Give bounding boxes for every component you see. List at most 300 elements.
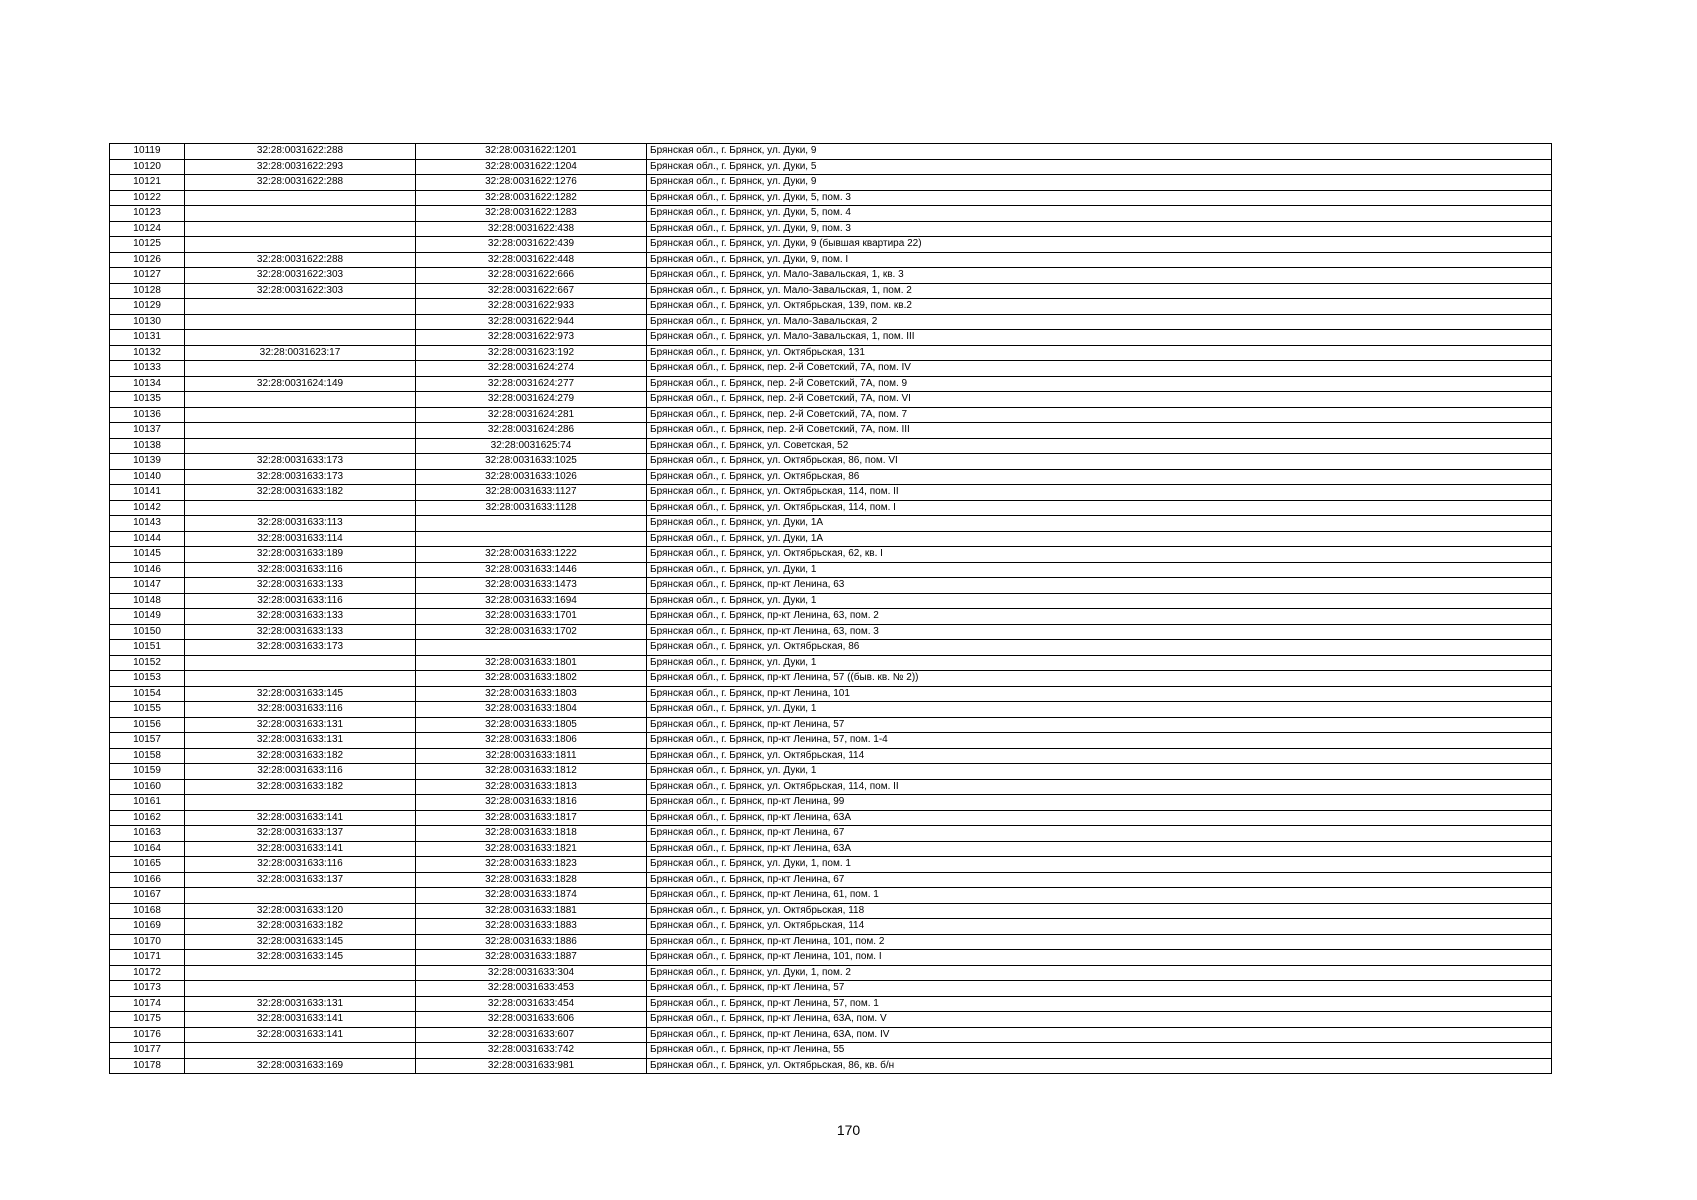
address-cell: Брянская обл., г. Брянск, ул. Октябрьская, 114	[647, 919, 1552, 935]
record-number-cell: 10158	[110, 748, 185, 764]
cadastral-number-cell: 32:28:0031633:454	[416, 996, 647, 1012]
parent-cadastral-cell: 32:28:0031633:182	[185, 919, 416, 935]
parent-cadastral-cell: 32:28:0031623:17	[185, 345, 416, 361]
record-number-cell: 10122	[110, 190, 185, 206]
cadastral-number-cell: 32:28:0031622:944	[416, 314, 647, 330]
parent-cadastral-cell	[185, 965, 416, 981]
record-number-cell: 10137	[110, 423, 185, 439]
parent-cadastral-cell: 32:28:0031633:145	[185, 934, 416, 950]
table-row	[110, 485, 1552, 501]
cadastral-number-cell	[416, 531, 647, 547]
address-cell: Брянская обл., г. Брянск, ул. Дуки, 9, пом. I	[647, 252, 1552, 268]
cadastral-number-cell: 32:28:0031633:1802	[416, 671, 647, 687]
parent-cadastral-cell: 32:28:0031633:137	[185, 826, 416, 842]
parent-cadastral-cell	[185, 206, 416, 222]
cadastral-number-cell: 32:28:0031633:1801	[416, 655, 647, 671]
parent-cadastral-cell	[185, 361, 416, 377]
record-number-cell: 10119	[110, 144, 185, 160]
parent-cadastral-cell	[185, 330, 416, 346]
table-row	[110, 934, 1552, 950]
address-cell: Брянская обл., г. Брянск, ул. Советская, 52	[647, 438, 1552, 454]
cadastral-number-cell: 32:28:0031622:667	[416, 283, 647, 299]
table-row	[110, 841, 1552, 857]
cadastral-number-cell: 32:28:0031633:606	[416, 1012, 647, 1028]
address-cell: Брянская обл., г. Брянск, ул. Октябрьская, 114, пом. II	[647, 485, 1552, 501]
address-cell: Брянская обл., г. Брянск, ул. Октябрьская, 114	[647, 748, 1552, 764]
table-row	[110, 1027, 1552, 1043]
cadastral-number-cell: 32:28:0031633:1026	[416, 469, 647, 485]
table-row	[110, 655, 1552, 671]
table-row	[110, 965, 1552, 981]
cadastral-number-cell: 32:28:0031633:1222	[416, 547, 647, 563]
record-number-cell: 10163	[110, 826, 185, 842]
record-number-cell: 10127	[110, 268, 185, 284]
parent-cadastral-cell: 32:28:0031633:141	[185, 841, 416, 857]
parent-cadastral-cell	[185, 500, 416, 516]
table-row	[110, 950, 1552, 966]
address-cell: Брянская обл., г. Брянск, ул. Мало-Завальская, 2	[647, 314, 1552, 330]
cadastral-number-cell: 32:28:0031622:666	[416, 268, 647, 284]
record-number-cell: 10161	[110, 795, 185, 811]
table-row	[110, 361, 1552, 377]
table-row	[110, 283, 1552, 299]
cadastral-number-cell: 32:28:0031633:981	[416, 1058, 647, 1074]
address-cell: Брянская обл., г. Брянск, ул. Октябрьская, 118	[647, 903, 1552, 919]
record-number-cell: 10152	[110, 655, 185, 671]
table-row	[110, 981, 1552, 997]
address-cell: Брянская обл., г. Брянск, пр-кт Ленина, 99	[647, 795, 1552, 811]
parent-cadastral-cell: 32:28:0031633:137	[185, 872, 416, 888]
address-cell: Брянская обл., г. Брянск, пер. 2-й Советский, 7А, пом. VI	[647, 392, 1552, 408]
table-row	[110, 562, 1552, 578]
address-cell: Брянская обл., г. Брянск, пр-кт Ленина, 57	[647, 717, 1552, 733]
table-row	[110, 469, 1552, 485]
table-row	[110, 330, 1552, 346]
address-cell: Брянская обл., г. Брянск, ул. Октябрьская, 62, кв. I	[647, 547, 1552, 563]
parent-cadastral-cell: 32:28:0031633:131	[185, 733, 416, 749]
table-row	[110, 190, 1552, 206]
table-row	[110, 888, 1552, 904]
record-number-cell: 10120	[110, 159, 185, 175]
cadastral-number-cell: 32:28:0031633:1025	[416, 454, 647, 470]
parent-cadastral-cell: 32:28:0031633:133	[185, 578, 416, 594]
cadastral-number-cell: 32:28:0031625:74	[416, 438, 647, 454]
record-number-cell: 10132	[110, 345, 185, 361]
parent-cadastral-cell: 32:28:0031633:141	[185, 810, 416, 826]
address-cell: Брянская обл., г. Брянск, пр-кт Ленина, 63А	[647, 810, 1552, 826]
cadastral-number-cell: 32:28:0031633:1702	[416, 624, 647, 640]
parent-cadastral-cell: 32:28:0031622:288	[185, 175, 416, 191]
table-row	[110, 268, 1552, 284]
address-cell: Брянская обл., г. Брянск, ул. Октябрьская, 131	[647, 345, 1552, 361]
table-row	[110, 624, 1552, 640]
table-row	[110, 175, 1552, 191]
address-cell: Брянская обл., г. Брянск, пер. 2-й Советский, 7А, пом. 9	[647, 376, 1552, 392]
address-cell: Брянская обл., г. Брянск, пр-кт Ленина, 67	[647, 872, 1552, 888]
parent-cadastral-cell: 32:28:0031633:114	[185, 531, 416, 547]
record-number-cell: 10143	[110, 516, 185, 532]
address-cell: Брянская обл., г. Брянск, пр-кт Ленина, 57, пом. 1-4	[647, 733, 1552, 749]
table-row	[110, 237, 1552, 253]
address-cell: Брянская обл., г. Брянск, пер. 2-й Советский, 7А, пом. 7	[647, 407, 1552, 423]
record-number-cell: 10123	[110, 206, 185, 222]
parent-cadastral-cell: 32:28:0031622:303	[185, 268, 416, 284]
parent-cadastral-cell: 32:28:0031633:133	[185, 624, 416, 640]
parent-cadastral-cell: 32:28:0031622:303	[185, 283, 416, 299]
record-number-cell: 10138	[110, 438, 185, 454]
parent-cadastral-cell: 32:28:0031633:173	[185, 469, 416, 485]
record-number-cell: 10128	[110, 283, 185, 299]
cadastral-number-cell: 32:28:0031633:1813	[416, 779, 647, 795]
parent-cadastral-cell	[185, 407, 416, 423]
table-row	[110, 578, 1552, 594]
record-number-cell: 10160	[110, 779, 185, 795]
address-cell: Брянская обл., г. Брянск, ул. Дуки, 1, пом. 1	[647, 857, 1552, 873]
address-cell: Брянская обл., г. Брянск, пр-кт Ленина, 57	[647, 981, 1552, 997]
cadastral-number-cell: 32:28:0031633:1127	[416, 485, 647, 501]
record-number-cell: 10134	[110, 376, 185, 392]
cadastral-number-cell: 32:28:0031622:973	[416, 330, 647, 346]
address-cell: Брянская обл., г. Брянск, ул. Дуки, 1	[647, 764, 1552, 780]
table-row	[110, 423, 1552, 439]
parent-cadastral-cell: 32:28:0031633:145	[185, 950, 416, 966]
cadastral-number-cell: 32:28:0031633:1803	[416, 686, 647, 702]
record-number-cell: 10141	[110, 485, 185, 501]
cadastral-number-cell: 32:28:0031624:274	[416, 361, 647, 377]
cadastral-number-cell: 32:28:0031622:933	[416, 299, 647, 315]
cadastral-number-cell: 32:28:0031633:1821	[416, 841, 647, 857]
record-number-cell: 10125	[110, 237, 185, 253]
cadastral-number-cell: 32:28:0031633:1701	[416, 609, 647, 625]
table-row	[110, 686, 1552, 702]
cadastral-number-cell: 32:28:0031622:438	[416, 221, 647, 237]
parent-cadastral-cell	[185, 190, 416, 206]
cadastral-number-cell: 32:28:0031624:277	[416, 376, 647, 392]
record-number-cell: 10148	[110, 593, 185, 609]
record-number-cell: 10177	[110, 1043, 185, 1059]
record-number-cell: 10153	[110, 671, 185, 687]
record-number-cell: 10136	[110, 407, 185, 423]
address-cell: Брянская обл., г. Брянск, ул. Дуки, 1А	[647, 516, 1552, 532]
parent-cadastral-cell	[185, 314, 416, 330]
address-cell: Брянская обл., г. Брянск, ул. Дуки, 1	[647, 702, 1552, 718]
table-row	[110, 609, 1552, 625]
address-cell: Брянская обл., г. Брянск, ул. Дуки, 1	[647, 593, 1552, 609]
address-cell: Брянская обл., г. Брянск, ул. Дуки, 9 (бывшая квартира 22)	[647, 237, 1552, 253]
record-number-cell: 10155	[110, 702, 185, 718]
address-cell: Брянская обл., г. Брянск, пр-кт Ленина, 101	[647, 686, 1552, 702]
table-row	[110, 872, 1552, 888]
cadastral-number-cell: 32:28:0031633:1446	[416, 562, 647, 578]
cadastral-number-cell: 32:28:0031633:1128	[416, 500, 647, 516]
record-number-cell: 10171	[110, 950, 185, 966]
table-row	[110, 748, 1552, 764]
address-cell: Брянская обл., г. Брянск, ул. Октябрьская, 86, кв. б/н	[647, 1058, 1552, 1074]
address-cell: Брянская обл., г. Брянск, ул. Дуки, 1А	[647, 531, 1552, 547]
record-number-cell: 10151	[110, 640, 185, 656]
address-cell: Брянская обл., г. Брянск, ул. Дуки, 1	[647, 562, 1552, 578]
table-row	[110, 779, 1552, 795]
parent-cadastral-cell	[185, 888, 416, 904]
table-row	[110, 903, 1552, 919]
parent-cadastral-cell: 32:28:0031633:131	[185, 717, 416, 733]
table-row	[110, 500, 1552, 516]
address-cell: Брянская обл., г. Брянск, пр-кт Ленина, 61, пом. 1	[647, 888, 1552, 904]
table-row	[110, 531, 1552, 547]
cadastral-number-cell: 32:28:0031622:1283	[416, 206, 647, 222]
parent-cadastral-cell: 32:28:0031624:149	[185, 376, 416, 392]
record-number-cell: 10139	[110, 454, 185, 470]
record-number-cell: 10133	[110, 361, 185, 377]
parent-cadastral-cell: 32:28:0031633:116	[185, 764, 416, 780]
parent-cadastral-cell: 32:28:0031622:288	[185, 252, 416, 268]
address-cell: Брянская обл., г. Брянск, пр-кт Ленина, 63А	[647, 841, 1552, 857]
parent-cadastral-cell: 32:28:0031622:293	[185, 159, 416, 175]
parent-cadastral-cell	[185, 795, 416, 811]
cadastral-number-cell: 32:28:0031633:1811	[416, 748, 647, 764]
address-cell: Брянская обл., г. Брянск, пр-кт Ленина, 63, пом. 2	[647, 609, 1552, 625]
record-number-cell: 10162	[110, 810, 185, 826]
address-cell: Брянская обл., г. Брянск, ул. Дуки, 9	[647, 144, 1552, 160]
address-cell: Брянская обл., г. Брянск, ул. Мало-Завальская, 1, пом. III	[647, 330, 1552, 346]
cadastral-number-cell: 32:28:0031633:1812	[416, 764, 647, 780]
cadastral-number-cell: 32:28:0031633:1828	[416, 872, 647, 888]
address-cell: Брянская обл., г. Брянск, ул. Октябрьская, 86	[647, 469, 1552, 485]
table-row	[110, 1012, 1552, 1028]
table-row	[110, 144, 1552, 160]
cadastral-number-cell: 32:28:0031633:1823	[416, 857, 647, 873]
address-cell: Брянская обл., г. Брянск, ул. Октябрьская, 86, пом. VI	[647, 454, 1552, 470]
record-number-cell: 10147	[110, 578, 185, 594]
cadastral-number-cell: 32:28:0031633:1881	[416, 903, 647, 919]
cadastral-number-cell: 32:28:0031633:1804	[416, 702, 647, 718]
table-row	[110, 159, 1552, 175]
address-cell: Брянская обл., г. Брянск, ул. Дуки, 5	[647, 159, 1552, 175]
table-row	[110, 299, 1552, 315]
address-cell: Брянская обл., г. Брянск, пр-кт Ленина, 101, пом. I	[647, 950, 1552, 966]
parent-cadastral-cell: 32:28:0031633:189	[185, 547, 416, 563]
cadastral-number-cell: 32:28:0031622:1282	[416, 190, 647, 206]
table-row	[110, 640, 1552, 656]
cadastral-number-cell: 32:28:0031633:1874	[416, 888, 647, 904]
table-row	[110, 826, 1552, 842]
record-number-cell: 10178	[110, 1058, 185, 1074]
table-row	[110, 407, 1552, 423]
table-row	[110, 764, 1552, 780]
record-number-cell: 10166	[110, 872, 185, 888]
record-number-cell: 10174	[110, 996, 185, 1012]
record-number-cell: 10150	[110, 624, 185, 640]
record-number-cell: 10149	[110, 609, 185, 625]
table-row	[110, 314, 1552, 330]
address-cell: Брянская обл., г. Брянск, ул. Дуки, 1	[647, 655, 1552, 671]
parent-cadastral-cell: 32:28:0031633:182	[185, 485, 416, 501]
parent-cadastral-cell: 32:28:0031633:116	[185, 702, 416, 718]
parent-cadastral-cell	[185, 237, 416, 253]
record-number-cell: 10165	[110, 857, 185, 873]
address-cell: Брянская обл., г. Брянск, пр-кт Ленина, 67	[647, 826, 1552, 842]
table-row	[110, 702, 1552, 718]
parent-cadastral-cell: 32:28:0031633:141	[185, 1012, 416, 1028]
parent-cadastral-cell: 32:28:0031633:182	[185, 779, 416, 795]
parent-cadastral-cell: 32:28:0031633:133	[185, 609, 416, 625]
cadastral-number-cell: 32:28:0031633:1817	[416, 810, 647, 826]
cadastral-number-cell: 32:28:0031624:281	[416, 407, 647, 423]
table-row	[110, 593, 1552, 609]
cadastral-number-cell: 32:28:0031624:279	[416, 392, 647, 408]
table-row	[110, 671, 1552, 687]
address-cell: Брянская обл., г. Брянск, пр-кт Ленина, 57, пом. 1	[647, 996, 1552, 1012]
cadastral-number-cell: 32:28:0031622:1276	[416, 175, 647, 191]
table-row	[110, 996, 1552, 1012]
cadastral-number-cell: 32:28:0031633:1818	[416, 826, 647, 842]
cadastral-number-cell: 32:28:0031633:1886	[416, 934, 647, 950]
table-row	[110, 392, 1552, 408]
table-row	[110, 516, 1552, 532]
address-cell: Брянская обл., г. Брянск, ул. Дуки, 5, пом. 3	[647, 190, 1552, 206]
parent-cadastral-cell: 32:28:0031633:116	[185, 562, 416, 578]
record-number-cell: 10142	[110, 500, 185, 516]
table-row	[110, 547, 1552, 563]
table-row	[110, 454, 1552, 470]
record-number-cell: 10176	[110, 1027, 185, 1043]
record-number-cell: 10124	[110, 221, 185, 237]
record-number-cell: 10145	[110, 547, 185, 563]
parent-cadastral-cell	[185, 981, 416, 997]
address-cell: Брянская обл., г. Брянск, пр-кт Ленина, 63А, пом. IV	[647, 1027, 1552, 1043]
parent-cadastral-cell	[185, 423, 416, 439]
table-row	[110, 717, 1552, 733]
address-cell: Брянская обл., г. Брянск, пр-кт Ленина, 63А, пом. V	[647, 1012, 1552, 1028]
cadastral-number-cell	[416, 640, 647, 656]
parent-cadastral-cell: 32:28:0031633:169	[185, 1058, 416, 1074]
parent-cadastral-cell	[185, 221, 416, 237]
cadastral-number-cell: 32:28:0031622:448	[416, 252, 647, 268]
parent-cadastral-cell: 32:28:0031633:141	[185, 1027, 416, 1043]
cadastral-number-cell: 32:28:0031623:192	[416, 345, 647, 361]
address-cell: Брянская обл., г. Брянск, ул. Октябрьская, 114, пом. II	[647, 779, 1552, 795]
address-cell: Брянская обл., г. Брянск, пр-кт Ленина, 101, пом. 2	[647, 934, 1552, 950]
record-number-cell: 10167	[110, 888, 185, 904]
record-number-cell: 10130	[110, 314, 185, 330]
record-number-cell: 10172	[110, 965, 185, 981]
cadastral-number-cell: 32:28:0031633:1883	[416, 919, 647, 935]
cadastral-number-cell: 32:28:0031624:286	[416, 423, 647, 439]
table-row	[110, 206, 1552, 222]
cadastral-number-cell: 32:28:0031633:1887	[416, 950, 647, 966]
record-number-cell: 10164	[110, 841, 185, 857]
record-number-cell: 10169	[110, 919, 185, 935]
address-cell: Брянская обл., г. Брянск, ул. Октябрьская, 114, пом. I	[647, 500, 1552, 516]
address-cell: Брянская обл., г. Брянск, ул. Октябрьская, 139, пом. кв.2	[647, 299, 1552, 315]
address-cell: Брянская обл., г. Брянск, ул. Октябрьская, 86	[647, 640, 1552, 656]
address-cell: Брянская обл., г. Брянск, ул. Мало-Завальская, 1, пом. 2	[647, 283, 1552, 299]
cadastral-number-cell: 32:28:0031633:1805	[416, 717, 647, 733]
address-cell: Брянская обл., г. Брянск, ул. Мало-Завальская, 1, кв. 3	[647, 268, 1552, 284]
cadastral-number-cell: 32:28:0031633:607	[416, 1027, 647, 1043]
cadastral-number-cell: 32:28:0031633:304	[416, 965, 647, 981]
address-cell: Брянская обл., г. Брянск, пр-кт Ленина, 55	[647, 1043, 1552, 1059]
table-row	[110, 438, 1552, 454]
cadastral-number-cell: 32:28:0031633:1806	[416, 733, 647, 749]
address-cell: Брянская обл., г. Брянск, пер. 2-й Советский, 7А, пом. IV	[647, 361, 1552, 377]
table-row	[110, 252, 1552, 268]
record-number-cell: 10144	[110, 531, 185, 547]
table-row	[110, 795, 1552, 811]
record-number-cell: 10129	[110, 299, 185, 315]
table-row	[110, 345, 1552, 361]
cadastral-number-cell: 32:28:0031633:453	[416, 981, 647, 997]
address-cell: Брянская обл., г. Брянск, ул. Дуки, 1, пом. 2	[647, 965, 1552, 981]
parent-cadastral-cell: 32:28:0031633:182	[185, 748, 416, 764]
table-row	[110, 733, 1552, 749]
parent-cadastral-cell	[185, 392, 416, 408]
record-number-cell: 10173	[110, 981, 185, 997]
registry-table-body	[110, 144, 1552, 1074]
table-row	[110, 221, 1552, 237]
record-number-cell: 10156	[110, 717, 185, 733]
record-number-cell: 10157	[110, 733, 185, 749]
parent-cadastral-cell: 32:28:0031633:116	[185, 857, 416, 873]
parent-cadastral-cell	[185, 671, 416, 687]
parent-cadastral-cell: 32:28:0031622:288	[185, 144, 416, 160]
cadastral-number-cell: 32:28:0031622:1201	[416, 144, 647, 160]
cadastral-number-cell: 32:28:0031633:742	[416, 1043, 647, 1059]
parent-cadastral-cell	[185, 1043, 416, 1059]
record-number-cell: 10121	[110, 175, 185, 191]
parent-cadastral-cell: 32:28:0031633:113	[185, 516, 416, 532]
parent-cadastral-cell: 32:28:0031633:131	[185, 996, 416, 1012]
cadastral-number-cell: 32:28:0031622:439	[416, 237, 647, 253]
table-row	[110, 376, 1552, 392]
record-number-cell: 10140	[110, 469, 185, 485]
table-row	[110, 1043, 1552, 1059]
record-number-cell: 10170	[110, 934, 185, 950]
address-cell: Брянская обл., г. Брянск, ул. Дуки, 9	[647, 175, 1552, 191]
address-cell: Брянская обл., г. Брянск, ул. Дуки, 5, пом. 4	[647, 206, 1552, 222]
record-number-cell: 10154	[110, 686, 185, 702]
table-row	[110, 919, 1552, 935]
record-number-cell: 10146	[110, 562, 185, 578]
record-number-cell: 10175	[110, 1012, 185, 1028]
cadastral-number-cell: 32:28:0031633:1473	[416, 578, 647, 594]
cadastral-number-cell: 32:28:0031633:1694	[416, 593, 647, 609]
parent-cadastral-cell: 32:28:0031633:120	[185, 903, 416, 919]
record-number-cell: 10126	[110, 252, 185, 268]
parent-cadastral-cell: 32:28:0031633:145	[185, 686, 416, 702]
record-number-cell: 10159	[110, 764, 185, 780]
cadastral-number-cell	[416, 516, 647, 532]
address-cell: Брянская обл., г. Брянск, пр-кт Ленина, 57 ((быв. кв. № 2))	[647, 671, 1552, 687]
table-row	[110, 810, 1552, 826]
page-number: 170	[836, 1122, 861, 1138]
parent-cadastral-cell: 32:28:0031633:173	[185, 640, 416, 656]
parent-cadastral-cell: 32:28:0031633:173	[185, 454, 416, 470]
cadastral-number-cell: 32:28:0031633:1816	[416, 795, 647, 811]
address-cell: Брянская обл., г. Брянск, ул. Дуки, 9, пом. 3	[647, 221, 1552, 237]
cadastral-number-cell: 32:28:0031622:1204	[416, 159, 647, 175]
table-row	[110, 857, 1552, 873]
address-cell: Брянская обл., г. Брянск, пер. 2-й Советский, 7А, пом. III	[647, 423, 1552, 439]
parent-cadastral-cell	[185, 299, 416, 315]
record-number-cell: 10135	[110, 392, 185, 408]
address-cell: Брянская обл., г. Брянск, пр-кт Ленина, 63, пом. 3	[647, 624, 1552, 640]
property-registry-table	[109, 143, 1552, 1074]
record-number-cell: 10168	[110, 903, 185, 919]
table-row	[110, 1058, 1552, 1074]
parent-cadastral-cell: 32:28:0031633:116	[185, 593, 416, 609]
parent-cadastral-cell	[185, 438, 416, 454]
